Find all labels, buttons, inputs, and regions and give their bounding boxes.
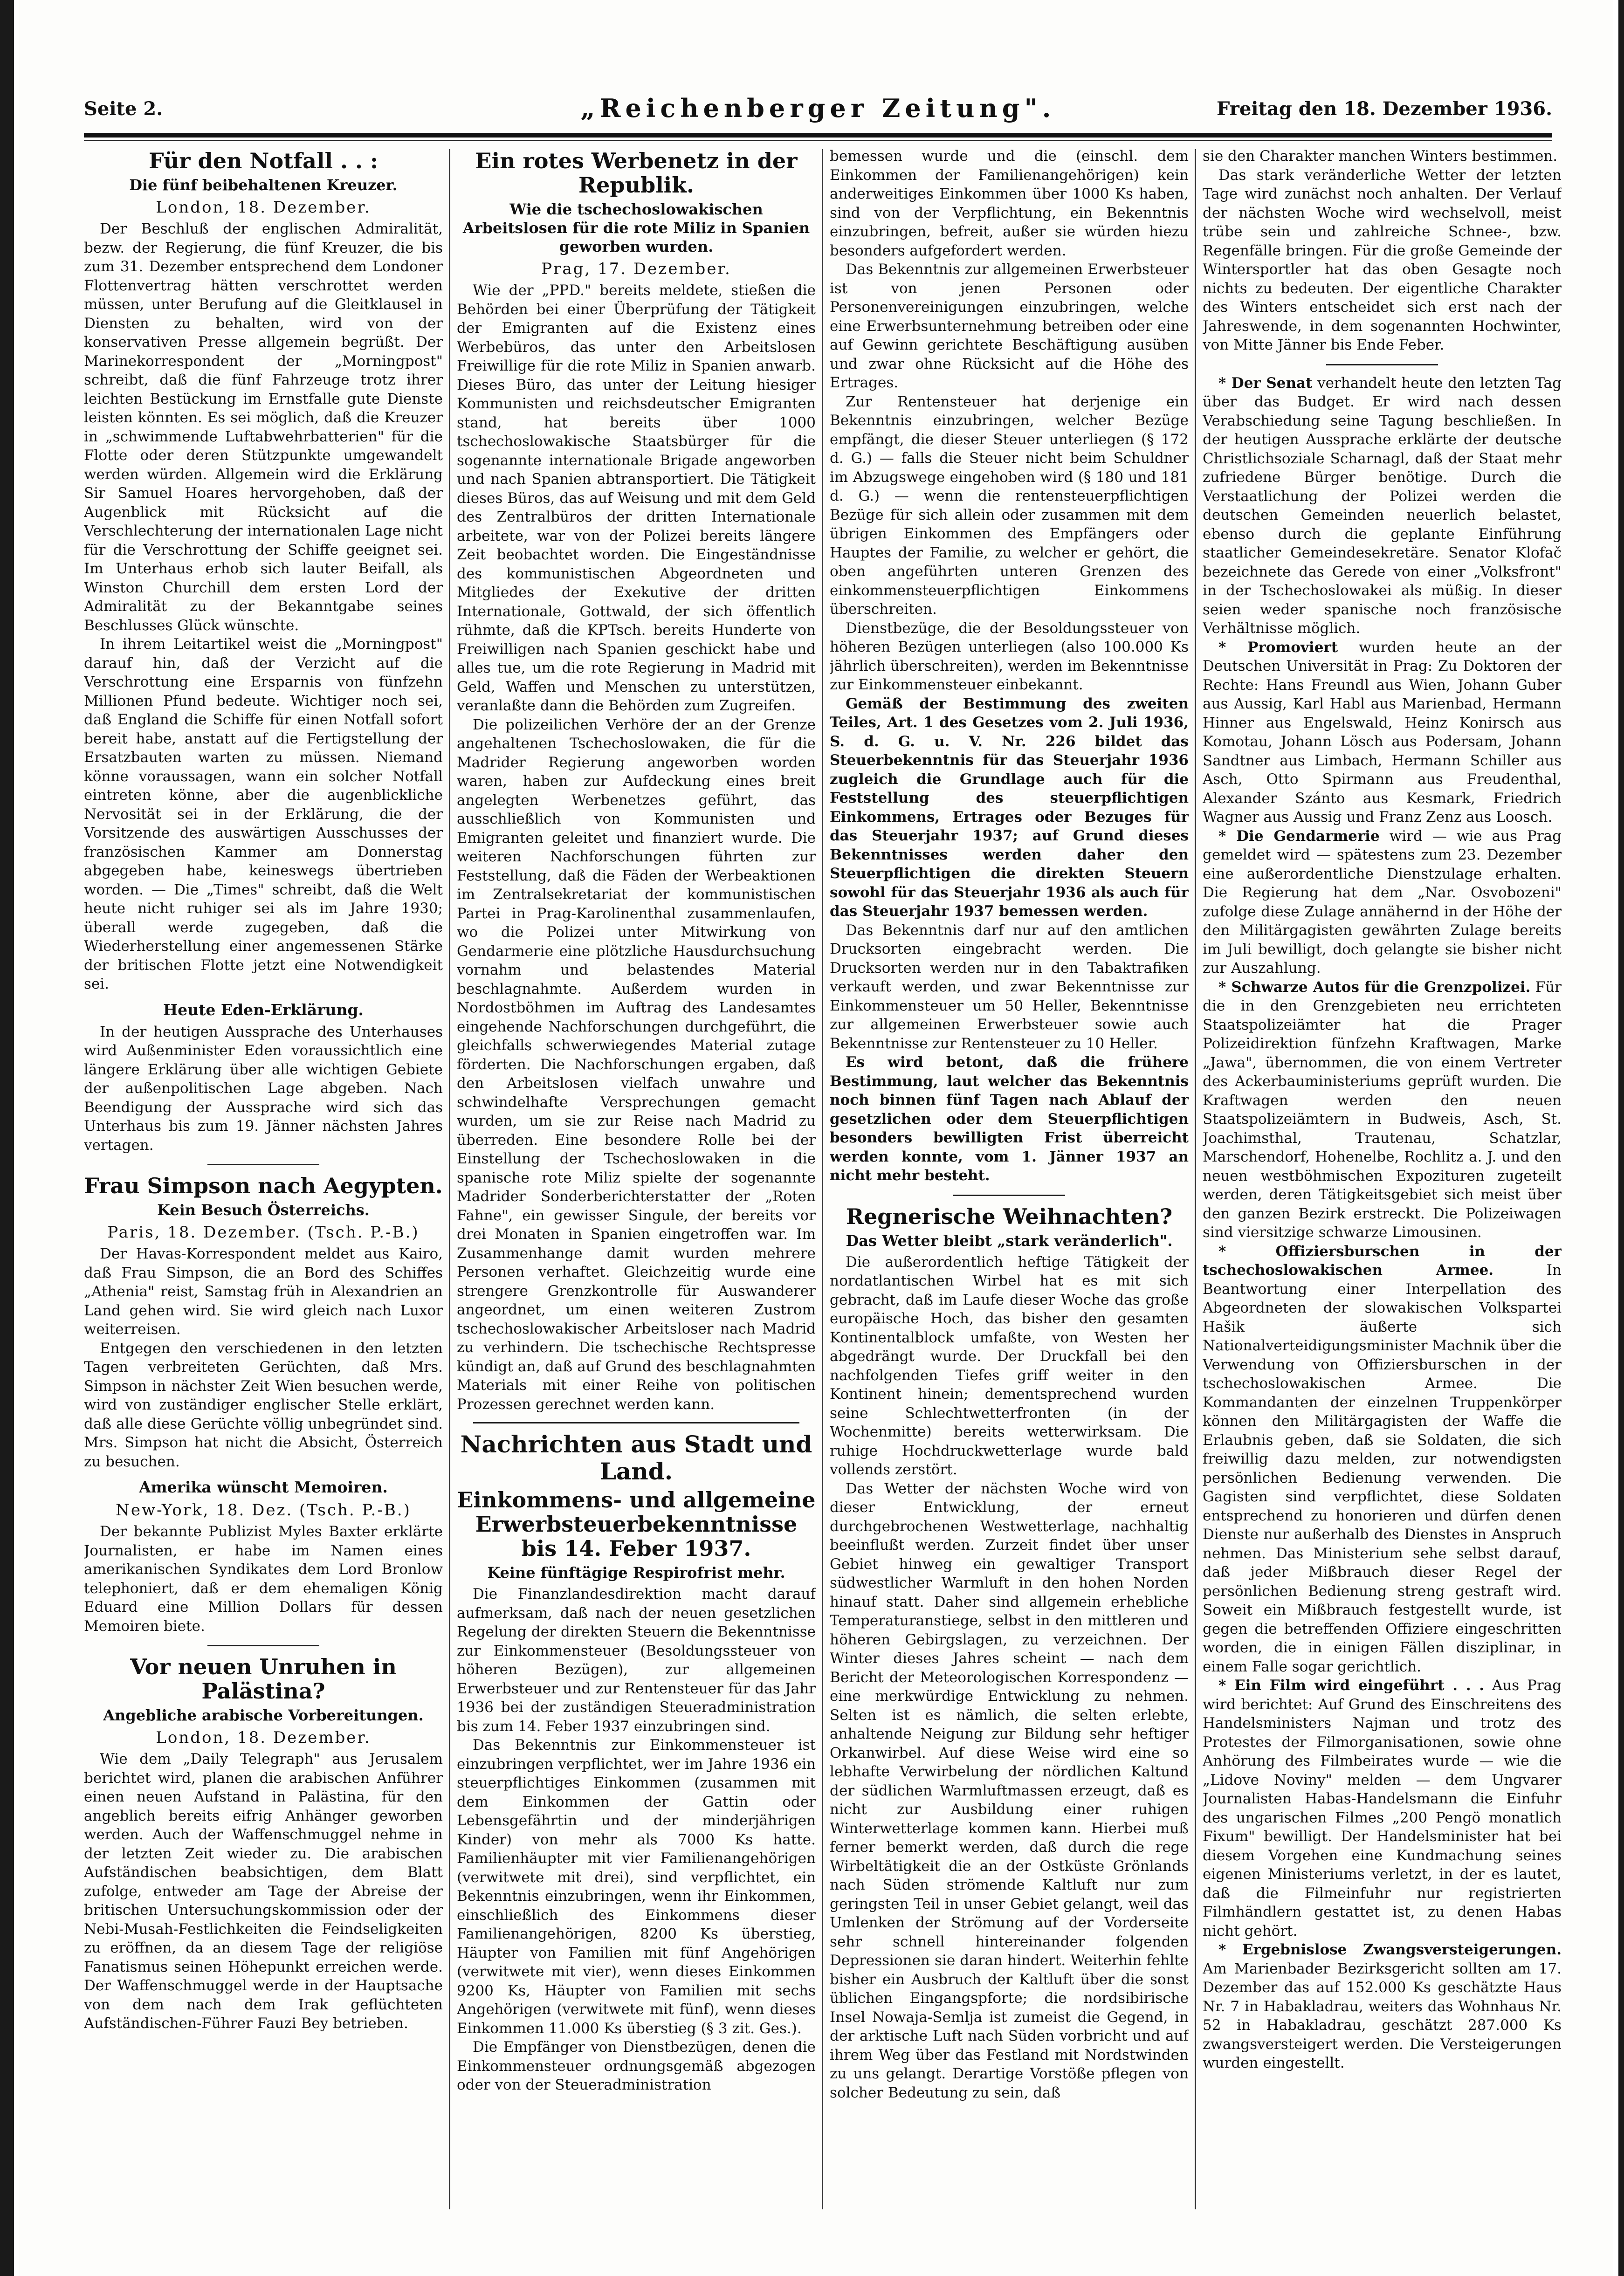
news-item-lead: * Ergebnislose Zwangsversteigerungen. <box>1218 1941 1562 1958</box>
article-separator <box>953 1195 1065 1196</box>
column-divider <box>449 149 450 2209</box>
section-headline: Heute Eden-Erklärung. <box>163 1000 364 1019</box>
section-headline: Amerika wünscht Memoiren. <box>139 1478 388 1496</box>
dateline: Paris, 18. Dezember. (Tsch. P.-B.) <box>107 1223 420 1242</box>
article-paragraph: Das Bekenntnis zur allgemeinen Erwerbsteuer ist von jenen Personen oder Personenvereinigungen einzubringen, welche eine Erwerbsunternehmung betreiben oder eine auf Gewinn gerichtete Beschäftigung ausüben und zwar ohne Rücksicht auf die Höhe des Ertrages. <box>830 261 1189 391</box>
news-item-text: verhandelt heute den letzten Tag über das Budget. Er wird nach dessen Verabschiedung seine Tagung beschließen. In der heutigen Aussprache erklärte der deutsche Christlichsoziale Scharnagl, daß der Staat mehr zufriedene Bürger benötige. Durch die Verstaatlichung der Polizei werden die deutschen Gemeinden neuerlich belastet, ebenso durch die geplante Einführung staatlicher Gemeindesekretäre. Senator Klofač bezeichnete das Gerede von einer „Volksfront" in der Tschechoslowakei als müßig. In dieser seien weder spanische noch französische Verhältnisse möglich. <box>1203 374 1562 637</box>
article-paragraph-bold: Es wird betont, daß die frühere Bestimmung, laut welcher das Bekenntnis noch binnen fünf Tagen nach Ablauf der gesetzlichen oder dem Steuerpflichtigen besonders bewilligten Frist überreicht werden konnte, vom 1. Jänner 1937 an nicht mehr besteht. <box>830 1054 1189 1184</box>
article-paragraph: Die außerordentlich heftige Tätigkeit der nordatlantischen Wirbel hat es mit sich gebracht, daß im Laufe dieser Woche das große europäische Hoch, das bisher den gesamten Kontinentalblock umfaßte, von Westen her abgedrängt wurde. Der Druckfall bei den nachfolgenden Tiefes griff weiter in den Kontinent hinein; dementsprechend wurden seine Schlechtwetterfronten (in der Wochenmitte) bereits wetterwirksam. Die ruhige Hochdruckwetterlage wurde bald vollends zerstört. <box>830 1253 1189 1478</box>
scan-border-right <box>1618 0 1624 2276</box>
article-paragraph: Zur Rentensteuer hat derjenige ein Bekenntnis einzubringen, welcher Bezüge empfängt, die dieser Steuer unterliegen (§ 172 d. G.) — falls die Steuer nicht beim Schuldner im Abzugswege eingehoben wird (§ 180 und 181 d. G.) — wenn die rentensteuerpflichtigen Bezüge für sich allein oder zusammen mit dem übrigen Einkommen des Empfängers oder Hauptes der Familie, zu welcher er gehört, die oben angeführten unteren Grenzen des einkommensteuerpflichtigen Einkommens überschreiten. <box>830 393 1189 618</box>
article-separator <box>1326 364 1438 365</box>
article-paragraph: In der heutigen Aussprache des Unterhauses wird Außenminister Eden voraussichtlich eine längere Erklärung über alle wichtigen Gebiete der außenpolitischen Lage abgeben. Nach Beendigung der Aussprache wird sich das Unterhaus bis zum 19. Jänner nächsten Jahres vertagen. <box>84 1023 443 1154</box>
news-item-text: Für die in den Grenzgebieten neu errichteten Staatspolizeiämter hat die Prager Polizeidirektion fünfzehn Kraftwagen, Marke „Jawa", übernommen, die von einem Vertreter des Ackerbauministeriums geprüft wurden. Die Kraftwagen werden den neuen Staatspolizeiämtern in Budweis, Asch, St. Joachimsthal, Trautenau, Schatzlar, Marschendorf, Hohenelbe, Rochlitz a. J. und den neuen westböhmischen Expozituren zugeteilt werden, deren Tätigkeitsgebiet sich meist über den ganzen Bezirk erstreckt. Die Polizeiwagen sind viersitzige schwarze Limousinen. <box>1203 978 1562 1241</box>
article-paragraph: Der Havas-Korrespondent meldet aus Kairo, daß Frau Simpson, die an Bord des Schiffes „Athenia" reist, Samstag früh in Alexandrien an Land gehen wird. Sie wird gleich nach Luxor weiterreisen. <box>84 1245 443 1338</box>
article-paragraph: Die Empfänger von Dienstbezügen, denen die Einkommensteuer ordnungsgemäß abgezogen oder von der Steueradministration <box>457 2039 816 2093</box>
article-headline: Regnerische Weihnachten? <box>846 1203 1173 1229</box>
news-item-text: wird — wie aus Prag gemeldet wird — spätestens zum 23. Dezember eine außerordentliche Dienstzulage erhalten. Die Regierung hat dem „Nar. Osvobozeni" zufolge diese Zulage annähernd in der Höhe der den Militärgagisten gewährten Zulage bereits im Juli bewilligt, doch gelangte sie bisher nicht zur Auszahlung. <box>1203 827 1562 976</box>
article-paragraph: sie den Charakter manchen Winters bestimmen. <box>1203 148 1558 165</box>
column-2 <box>457 147 816 2212</box>
article-subhead: Wie die tschechoslowakischen Arbeitslosen für die rote Miliz in Spanien geworben wurden. <box>462 200 810 255</box>
scan-border-left <box>0 0 14 2276</box>
header-rule-thin <box>84 140 1552 141</box>
news-item-lead: * Die Gendarmerie <box>1218 827 1380 845</box>
dateline: London, 18. Dezember. <box>156 1728 371 1747</box>
article-headline: Für den Notfall . . : <box>148 148 378 173</box>
article-subhead: Kein Besuch Österreichs. <box>157 1201 370 1219</box>
article-paragraph: Der bekannte Publizist Myles Baxter erklärte Journalisten, er habe im Namen eines amerikanischen Syndikates dem Lord Bronlow telephoniert, daß er dem ehemaligen König Eduard eine Million Dollars für dessen Memoiren biete. <box>84 1523 443 1635</box>
column-1 <box>84 147 443 2212</box>
page-header <box>84 93 1552 131</box>
news-item <box>1203 1676 1562 1940</box>
header-rule <box>84 133 1552 138</box>
news-item <box>1203 827 1562 978</box>
dateline: London, 18. Dezember. <box>156 198 371 217</box>
article-paragraph: Wie dem „Daily Telegraph" aus Jerusalem berichtet wird, planen die arabischen Anführer einen neuen Aufstand in Palästina, für den angeblich bereits eifrig Anhänger geworben werden. Auch der Waffenschmuggel nehme in der letzten Zeit wieder zu. Die arabischen Aufständischen beabsichtigen, dem Blatt zufolge, entweder am Tage der Abreise der britischen Untersuchungskommission oder der Nebi-Musah-Festlichkeiten die Feindseligkeiten zu eröffnen, da an diesem Tage der religiöse Fanatismus seinen Höhepunkt erreichen werde. Der Waffenschmuggel werde in der Hauptsache von dem nach dem Irak geflüchteten Aufständischen-Führer Fauzi Bey betrieben. <box>84 1751 443 2032</box>
dateline: New-York, 18. Dez. (Tsch. P.-B.) <box>116 1501 411 1520</box>
article-paragraph: In ihrem Leitartikel weist die „Morningpost" darauf hin, daß der Verzicht auf die Verschrottung eine Ersparnis von fünfzehn Millionen Pfund bedeute. Wichtiger noch sei, daß England die Schiffe für einen Notfall sofort bereit habe, anstatt auf die Fertigstellung der Ersatzbauten warten zu müssen. Niemand könne voraussagen, wann ein solcher Notfall eintreten könne, aber die augenblickliche Nervosität sei in der Erklärung, die der Vorsitzende des auswärtigen Ausschusses der französischen Kammer am Donnerstag abgegeben habe, keineswegs übertrieben worden. — Die „Times" schreibt, daß die Welt heute nicht ruhiger sei als im Jahre 1930; überall werde zugegeben, daß die Wiederherstellung einer angemessenen Stärke der britischen Flotte jetzt eine Notwendigkeit sei. <box>84 636 443 992</box>
news-item-text: Aus Prag wird berichtet: Auf Grund des Einschreitens des Handelsministers Najman und trotz des Protestes der Filmorganisationen, sowie ohne Anhörung des Filmbeirates wurde — wie die „Lidove Noviny" melden — dem Ungvarer Journalisten Habas-Handelsmann die Einfuhr des ungarischen Filmes „200 Pengö monatlich Fixum" bewilligt. Der Handelsminister hat bei diesem Vorgehen eine Kundmachung seines eigenen Ministeriums verletzt, in der es lautet, daß die Filmeinfuhr nur registrierten Filmhändlern gestattet ist, zu denen Habas nicht gehört. <box>1203 1677 1562 1939</box>
article-paragraph: Entgegen den verschiedenen in den letzten Tagen verbreiteten Gerüchten, daß Mrs. Simpson in nächster Zeit Wien besuchen werde, wird von zuständiger englischer Stelle erklärt, daß alle diese Gerüchte völlig unbegründet sind. Mrs. Simpson hat nicht die Absicht, Österreich zu besuchen. <box>84 1340 443 1470</box>
article-separator <box>207 1164 319 1165</box>
article-paragraph: Dienstbezüge, die der Besoldungssteuer von höheren Bezügen unterliegen (also 100.000 Ks jährlich überschreiten), werden im Bekenntnisse zur Einkommensteuer einbekannt. <box>830 619 1189 693</box>
newspaper-title: „Reichenberger Zeitung". <box>580 93 1056 123</box>
article-paragraph: Wie der „PPD." bereits meldete, stießen die Behörden bei einer Überprüfung der Tätigkeit der Emigranten auf die Existenz eines Werbebüros, das unter den Arbeitslosen Freiwillige für die rote Miliz in Spanien anwarb. Dieses Büro, das unter der Leitung hiesiger Kommunisten und reichsdeutscher Emigranten stand, hat bereits über 1000 tschechoslowakische Staatsbürger für die sogenannte internationale Brigade angeworben und nach Spanien abtransportiert. Die Tätigkeit dieses Büros, das auf Weisung und mit dem Geld des Zentralbüros der dritten Internationale arbeitete, war von der Polizei bereits längere Zeit beobachtet worden. Die Eingeständnisse des kommunistischen Abgeordneten und Mitgliedes der Exekutive der dritten Internationale, Gottwald, der sich öffentlich rühmte, daß die KPTsch. bereits Hunderte von Freiwilligen nach Spanien geschickt habe und alles tue, um die rote Regierung in Madrid mit Geld, Waffen und Menschen zu unterstützen, veranlaßte dann die Behörden zum Zugreifen. <box>457 282 816 714</box>
article-headline: Vor neuen Unruhen in Palästina? <box>130 1654 397 1704</box>
column-divider <box>822 149 823 2209</box>
article-separator <box>207 1645 319 1646</box>
news-item-text: In Beantwortung einer Interpellation des Abgeordneten der slowakischen Volkspartei Hašik äußerte sich Nationalverteidigungsminister Machnik über die Verwendung von Offiziersburschen in der tschechoslowakischen Armee. Die Kommandanten der einzelnen Truppenkörper können den Militärgagisten der Waffe die Erlaubnis geben, daß sie Soldaten, die sich freiwillig dazu melden, zur notwendigsten persönlichen Bedienung verwenden. Die Gagisten sind verpflichtet, diese Soldaten entsprechend zu honorieren und dürfen denen Dienste nur außerhalb des Dienstes in Anspruch nehmen. Das Ministerium sehe selbst darauf, daß jeder Mißbrauch dieser Regel der persönlichen Bedienung streng gestraft wird. Soweit ein Mißbrauch festgestellt wurde, ist gegen die betreffenden Offiziere eingeschritten worden, die in einigen Fällen disziplinar, in einem Falle sogar gerichtlich. <box>1203 1262 1562 1675</box>
news-item-lead: * Promoviert <box>1218 639 1338 656</box>
article-paragraph: Das stark veränderliche Wetter der letzten Tage wird zunächst noch anhalten. Der Verlauf der nächsten Woche wird wechselvoll, meist trübe sein und zahlreiche Schnee-, bzw. Regenfälle bringen. Für die große Gemeinde der Wintersportler hat das oben Gesagte noch nichts zu bedeuten. Der eigentliche Charakter des Winters entscheidet sich erst nach der Jahreswende, in dem sogenannten Hochwinter, von Mitte Jänner bis Ende Feber. <box>1203 166 1562 353</box>
article-paragraph: Der Beschluß der englischen Admiralität, bezw. der Regierung, die fünf Kreuzer, die bis zum 31. Dezember entsprechend dem Londoner Flottenvertrag hätten verschrottet werden müssen, unter Berufung auf die Gleitklausel in Diensten zu behalten, wird von der konservativen Presse allgemein begrüßt. Der Marinekorrespondent der „Morningpost" schreibt, daß die fünf Fahrzeuge trotz ihrer leichten Bestückung im Ernstfalle gute Dienste leisten könnten. Es sei möglich, daß die Kreuzer in „schwimmende Luftabwehrbatterien" für die Flotte oder deren Stützpunkte umgewandelt werden würden. Allgemein wird die Erklärung Sir Samuel Hoares hervorgehoben, daß der Augenblick mit Rücksicht auf die Verschlechterung der internationalen Lage nicht für die Verschrottung der Schiffe geeignet sei. Im Unterhaus erhob sich lauter Beifall, als Winston Churchill dem ersten Lord der Admiralität zu der Bekanntgabe seines Beschlusses Glück wünschte. <box>84 220 443 634</box>
article-headline: Frau Simpson nach Aegypten. <box>84 1173 443 1198</box>
column-3 <box>830 147 1189 2212</box>
news-item <box>1203 374 1562 638</box>
news-item-lead: * Der Senat <box>1218 374 1313 392</box>
section-separator <box>473 1422 799 1423</box>
article-subhead: Das Wetter bleibt „stark veränderlich". <box>846 1231 1173 1250</box>
issue-date: Freitag den 18. Dezember 1936. <box>1217 98 1552 120</box>
article-headline: Einkommens- und allgemeine Erwerbsteuerbekenntnisse bis 14. Feber 1937. <box>457 1487 816 1561</box>
column-divider <box>1195 149 1196 2209</box>
page-number: Seite 2. <box>84 98 163 120</box>
article-paragraph: Das Wetter der nächsten Woche wird von dieser Entwicklung, der erneut durchgebrochenen Westwetterlage, nachhaltig beeinflußt werden. Zurzeit findet über unser Gebiet hinweg ein gewaltiger Transport südwestlicher Warmluft in den hohen Norden hinauf statt. Daher sind allgemein erhebliche Temperaturanstiege, selbst in den mittleren und höheren Gebirgslagen, zu verzeichnen. Der Winter dieses Jahres scheint — nach dem Bericht der Meteorologischen Korrespondenz — eine merkwürdige Entwicklung zu nehmen. Selten ist es nämlich, die selten erlebte, anhaltende Neigung zur Bildung sehr heftiger Orkanwirbel. Auf diese Weise wird eine so lebhafte Verwirbelung der nördlichen Kaltund der südlichen Warmluftmassen erzeugt, daß es nicht zur Ausbildung einer ruhigen Winterwetterlage kommen kann. Hierbei muß ferner bemerkt werden, daß durch die rege Wirbeltätigkeit die an der Ostküste Grönlands nach Süden strömende Kaltluft nur zum geringsten Teil in unser Gebiet gelangt, weil das Umlenken der Strömung auf der Vorderseite sehr schnell hintereinander folgenden Depressionen sie daran hindert. Weiterhin fehlte bisher ein Ausbruch der Kaltluft über die sonst üblichen Eingangspforte; die nordsibirische Insel Nowaja-Semlja ist zumeist die Gegend, in der arktische Luft nach Süden vorbricht und auf ihrem Weg über das Festland mit Nordstwinden zu uns gelangt. Derartige Vorstöße pflegen von solcher Bedeutung zu sein, daß <box>830 1480 1189 2101</box>
dateline: Prag, 17. Dezember. <box>541 260 731 278</box>
article-paragraph: Die polizeilichen Verhöre der an der Grenze angehaltenen Tschechoslowaken, die für die Madrider Regierung angeworben worden waren, haben zur Aufdeckung eines breit angelegten Werbenetzes geführt, das ausschließlich von Kommunisten und Emigranten geleitet und finanziert wurde. Die weiteren Nachforschungen führten zur Feststellung, daß die Fäden der Werbeaktionen im Zentralsekretariat der kommunistischen Partei in Prag-Karolinenthal zusammenlaufen, wo die Polizei unter Mitwirkung von Gendarmerie eine plötzliche Hausdurchsuchung vornahm und belastendes Material beschlagnahmte. Außerdem wurden in Nordostböhmen im Auftrag des Landesamtes eingehende Nachforschungen durchgeführt, die gleichfalls schwerwiegendes Material zutage förderten. Die Nachforschungen ergaben, daß den Arbeitslosen vielfach unwahre und schwindelhafte Versprechungen gemacht wurden, um sie zur Reise nach Madrid zu überreden. Eine besondere Rolle bei der Einstellung der Tschechoslowaken in die spanische rote Miliz spielte der sogenannte Madrider Sonderberichterstatter der „Roten Fahne", ein gewisser Singule, der bereits vor drei Monaten in Spanien eingetroffen war. Im Zusammenhange damit wurden mehrere Personen verhaftet. Gleichzeitig wurde eine strengere Grenzkontrolle für Auswanderer angeordnet, um einen weiteren Zustrom tschechoslowakischer Arbeitsloser nach Madrid zu verhindern. Die tschechische Rechtspresse kündigt an, daß auf Grund des beschlagnahmten Materials mit einer Reihe von politischen Prozessen gerechnet werden kann. <box>457 716 816 1413</box>
article-paragraph: Das Bekenntnis zur Einkommensteuer ist einzubringen verpflichtet, wer im Jahre 1936 ein steuerpflichtiges Einkommen (zusammen mit dem Einkommen der Gattin oder Lebensgefährtin und der minderjährigen Kinder) von mehr als 7000 Ks hatte. Familienhäupter mit vier Familienangehörigen (verwitwete mit drei), sind verpflichtet, ein Bekenntnis einzubringen, wenn ihr Einkommen, einschließlich des Einkommens dieser Familienangehörigen, 8200 Ks überstieg, Häupter von Familien mit fünf Angehörigen (verwitwete mit vier), wenn dieses Einkommen 9200 Ks, Häupter von Familien mit sechs Angehörigen (verwitwete mit fünf), wenn dieses Einkommen 11.000 Ks überstieg (§ 3 zit. Ges.). <box>457 1737 816 2037</box>
news-item-text: Am Marienbader Bezirksgericht sollten am 17. Dezember das auf 152.000 Ks geschätzte Haus Nr. 7 in Habakladrau, weiters das Wohnhaus Nr. 52 in Habakladrau, geschätzt 287.000 Ks zwangsversteigert werden. Die Versteigerungen wurden eingestellt. <box>1203 1960 1562 2071</box>
article-paragraph: Das Bekenntnis darf nur auf den amtlichen Drucksorten eingebracht werden. Die Drucksorten werden nur in den Tabaktrafiken verkauft werden, und zwar Bekenntnisse zur Einkommensteuer um 50 Heller, Bekenntnisse zur allgemeinen Erwerbsteuer sowie auch Bekenntnisse zur Rentensteuer zu 10 Heller. <box>830 921 1189 1052</box>
news-item-text: wurden heute an der Deutschen Universität in Prag: Zu Doktoren der Rechte: Hans Freundl aus Wien, Johann Guber aus Aussig, Karl Habl aus Marienbad, Hermann Hinner aus Engelswald, Heinz Konirsch aus Komotau, Johann Lösch aus Podersam, Johann Sandtner aus Limbach, Hermann Schiller aus Asch, Otto Spirmann aus Freudenthal, Alexander Szánto aus Kesmark, Friedrich Wagner aus Aussig und Franz Zenz aus Loosch. <box>1203 639 1562 825</box>
article-headline: Ein rotes Werbenetz in der Republik. <box>475 148 798 198</box>
news-item-lead: * Schwarze Autos für die Grenzpolizei. <box>1218 978 1531 996</box>
column-4 <box>1203 147 1562 2212</box>
article-paragraph: Die Finanzlandesdirektion macht darauf aufmerksam, daß nach der neuen gesetzlichen Regelung der direkten Steuern die Bekenntnisse zur Einkommensteuer (Besoldungssteuer von höheren Bezügen), zur allgemeinen Erwerbsteuer und zur Rentensteuer für das Jahr 1936 bei der zuständigen Steueradministration bis zum 14. Feber 1937 einzubringen sind. <box>457 1586 816 1735</box>
news-item <box>1203 638 1562 827</box>
article-subhead: Keine fünftägige Respirofrist mehr. <box>487 1564 785 1582</box>
section-headline: Nachrichten aus Stadt und Land. <box>460 1430 812 1485</box>
news-item <box>1203 1940 1562 2073</box>
news-item <box>1203 1242 1562 1677</box>
news-item-lead: * Offiziersburschen in der tschechoslowakischen Armee. <box>1203 1243 1562 1279</box>
news-item-lead: * Ein Film wird eingeführt . . . <box>1218 1677 1485 1694</box>
article-paragraph-bold: Gemäß der Bestimmung des zweiten Teiles, Art. 1 des Gesetzes vom 2. Juli 1936, S. d. G. u. V. Nr. 226 bildet das Steuerbekenntnis für das Steuerjahr 1936 zugleich die Grundlage auch für die Feststellung des steuerpflichtigen Einkommens, Ertrages oder Bezuges für das Steuerjahr 1937; auf Grund dieses Bekenntnisses werden daher den Steuerpflichtigen die direkten Steuern sowohl für das Steuerjahr 1936 als auch für das Steuerjahr 1937 bemessen werden. <box>830 695 1189 920</box>
article-subhead: Die fünf beibehaltenen Kreuzer. <box>129 176 398 194</box>
article-subhead: Angebliche arabische Vorbereitungen. <box>103 1706 424 1724</box>
news-item <box>1203 978 1562 1242</box>
article-paragraph: bemessen wurde und die (einschl. dem Einkommen der Familienangehörigen) kein anderweitiges Einkommen über 1000 Ks haben, sind von der Verpflichtung, ein Bekenntnis einzubringen, befreit, außer sie würden hiezu besonders aufgefordert werden. <box>830 148 1189 259</box>
